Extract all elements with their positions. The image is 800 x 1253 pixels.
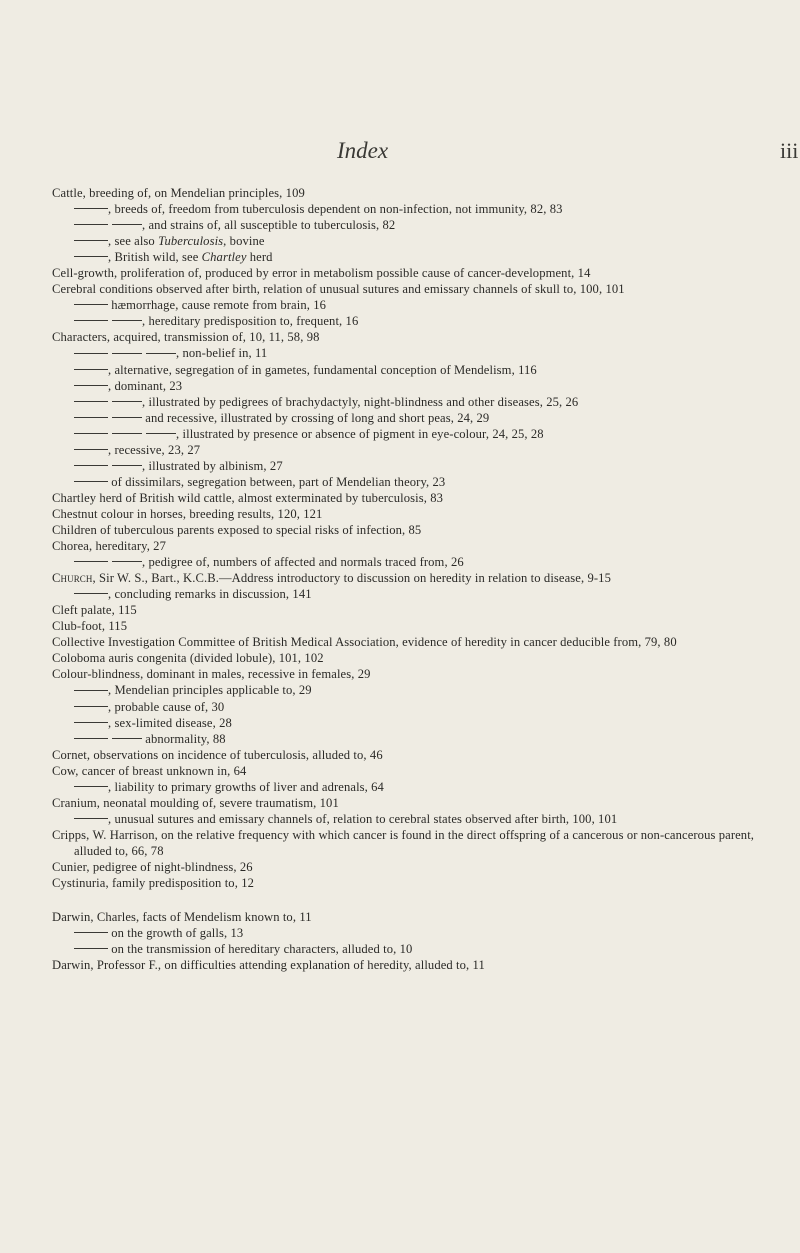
ditto-dash: [112, 224, 142, 225]
ditto-dash: [74, 449, 108, 450]
entry-italic: Chartley: [201, 250, 247, 265]
index-entry: [52, 522, 787, 538]
index-entry: [52, 410, 787, 426]
ditto-dash: [74, 385, 108, 386]
index-entry: [52, 666, 787, 682]
ditto-dash: [112, 465, 142, 466]
entry-text: , see also: [108, 234, 159, 249]
index-entry: [52, 875, 787, 891]
entry-text: Darwin, Professor F., on difficulties attending explanation of heredity, alluded to, 11: [52, 958, 485, 973]
ditto-dash: [112, 561, 142, 562]
ditto-dash: [74, 786, 108, 787]
entry-text: Chestnut colour in horses, breeding results, 120, 121: [52, 506, 323, 521]
entry-text: Cranium, neonatal moulding of, severe traumatism, 101: [52, 795, 339, 810]
index-entry: [52, 458, 787, 474]
index-entry: [52, 378, 787, 394]
index-entry: [52, 795, 787, 811]
entry-text: on the transmission of hereditary characters, alluded to, 10: [108, 942, 413, 957]
entry-text: , recessive, 23, 27: [108, 442, 201, 457]
entry-text: , probable cause of, 30: [108, 699, 225, 714]
index-entry: [52, 941, 787, 957]
page-title: Index: [337, 138, 389, 163]
entry-text: Chartley herd of British wild cattle, almost exterminated by tuberculosis, 83: [52, 490, 444, 505]
ditto-dash: [74, 722, 108, 723]
index-entry: [52, 731, 787, 747]
ditto-dash: [112, 738, 142, 739]
index-entry: [52, 925, 787, 941]
entry-text: on the growth of galls, 13: [108, 926, 244, 941]
ditto-dash: [112, 417, 142, 418]
index-entry: [52, 426, 787, 442]
entry-text: Coloboma auris congenita (divided lobule), 101, 102: [52, 651, 324, 666]
entry-text: Cattle, breeding of, on Mendelian principles, 109: [52, 186, 305, 200]
index-entry: [52, 201, 787, 217]
index-entry: [52, 313, 787, 329]
index-entry: [52, 909, 787, 925]
entry-text: , illustrated by albinism, 27: [142, 458, 283, 473]
entry-text: , pedigree of, numbers of affected and normals traced from, 26: [142, 555, 464, 570]
ditto-dash: [74, 593, 108, 594]
index-entry: [52, 233, 787, 249]
entry-text: , alternative, segregation of in gametes, fundamental conception of Mendelism, 116: [108, 362, 537, 377]
entry-text: and recessive, illustrated by crossing of long and short peas, 24, 29: [142, 410, 490, 425]
entry-text: , hereditary predisposition to, frequent, 16: [142, 314, 359, 329]
index-entry: [52, 859, 787, 875]
index-entry: [52, 634, 787, 650]
ditto-dash: [74, 690, 108, 691]
ditto-dash: [74, 465, 108, 466]
entry-text: , Mendelian principles applicable to, 29: [108, 683, 312, 698]
entry-text: Cerebral conditions observed after birth, relation of unusual sutures and emissary channels of skull to, 100, 101: [52, 282, 625, 297]
index-entry: [52, 185, 787, 201]
index-entry: [52, 827, 787, 859]
index-entry: [52, 265, 787, 281]
ditto-dash: [74, 304, 108, 305]
entry-text: abnormality, 88: [142, 731, 226, 746]
entry-text: Children of tuberculous parents exposed to special risks of infection, 85: [52, 522, 422, 537]
ditto-dash: [74, 240, 108, 241]
entry-heading: Church: [52, 571, 93, 586]
index-entry: [52, 474, 787, 490]
entry-text: Cleft palate, 115: [52, 603, 137, 618]
ditto-dash: [146, 433, 176, 434]
ditto-dash: [112, 320, 142, 321]
ditto-dash: [74, 738, 108, 739]
ditto-dash: [74, 948, 108, 949]
ditto-dash: [146, 353, 176, 354]
ditto-dash: [74, 353, 108, 354]
entry-text: Characters, acquired, transmission of, 10, 11, 58, 98: [52, 330, 320, 345]
entry-text: of dissimilars, segregation between, part of Mendelian theory, 23: [108, 474, 446, 489]
ditto-dash: [74, 224, 108, 225]
ditto-dash: [112, 353, 142, 354]
ditto-dash: [74, 818, 108, 819]
index-entry: [52, 763, 787, 779]
entry-text: Cornet, observations on incidence of tuberculosis, alluded to, 46: [52, 747, 383, 762]
index-entry: [52, 362, 787, 378]
entry-text: Cunier, pedigree of night-blindness, 26: [52, 859, 253, 874]
page-header: [0, 138, 800, 168]
index-entry: [52, 650, 787, 666]
index-entry: [52, 747, 787, 763]
ditto-dash: [74, 320, 108, 321]
entry-text: Cripps, W. Harrison, on the relative frequency with which cancer is found in the direct offspring of a cancerous or non-cancerous parent, alluded to, 66, 78: [52, 827, 755, 858]
entry-text: Cystinuria, family predisposition to, 12: [52, 876, 254, 891]
index-entry: [52, 297, 787, 313]
entry-text: , dominant, 23: [108, 378, 183, 393]
entry-text: , Sir W. S., Bart., K.C.B.—Address introductory to discussion on heredity in relation to disease, 9-15: [92, 571, 611, 586]
index-entry: [52, 345, 787, 361]
entry-text: , sex-limited disease, 28: [108, 715, 232, 730]
entry-text: , illustrated by presence or absence of pigment in eye-colour, 24, 25, 28: [176, 426, 544, 441]
entry-italic: Tuberculosis: [158, 234, 224, 249]
entry-text: Cell-growth, proliferation of, produced by error in metabolism possible cause of cancer-development, 14: [52, 266, 591, 281]
index-entry: [52, 699, 787, 715]
index-entry: [52, 554, 787, 570]
entry-text: Darwin, Charles, facts of Mendelism known to, 11: [52, 910, 312, 925]
entry-text: , liability to primary growths of liver and adrenals, 64: [108, 779, 384, 794]
ditto-dash: [112, 433, 142, 434]
ditto-dash: [74, 433, 108, 434]
entry-text: , illustrated by pedigrees of brachydactyly, night-blindness and other diseases, 25, 26: [142, 394, 579, 409]
entry-text: , concluding remarks in discussion, 141: [108, 587, 312, 602]
index-entries: [52, 185, 787, 973]
index-entry: [52, 957, 787, 973]
entry-text: , non-belief in, 11: [176, 346, 268, 361]
index-entry: [52, 602, 787, 618]
entry-text: Collective Investigation Committee of British Medical Association, evidence of heredity in cancer deducible from, 79, 80: [52, 635, 677, 650]
entry-text-after: , bovine: [223, 234, 265, 249]
entry-text: hæmorrhage, cause remote from brain, 16: [108, 298, 327, 313]
index-entry: [52, 570, 787, 586]
entry-text-after: herd: [246, 250, 273, 265]
entry-text: Cow, cancer of breast unknown in, 64: [52, 763, 247, 778]
entry-text: Colour-blindness, dominant in males, recessive in females, 29: [52, 667, 371, 682]
ditto-dash: [74, 369, 108, 370]
ditto-dash: [74, 417, 108, 418]
index-entry: [52, 506, 787, 522]
ditto-dash: [74, 561, 108, 562]
ditto-dash: [74, 706, 108, 707]
index-entry: [52, 490, 787, 506]
index-entry: [52, 682, 787, 698]
index-entry: [52, 442, 787, 458]
ditto-dash: [74, 256, 108, 257]
index-entry: [52, 715, 787, 731]
index-entry: [52, 394, 787, 410]
ditto-dash: [74, 932, 108, 933]
entry-text: , British wild, see: [108, 250, 202, 265]
index-entry: [52, 618, 787, 634]
entry-text: , unusual sutures and emissary channels of, relation to cerebral states observed after birth, 100, 101: [108, 811, 618, 826]
index-entry: [52, 281, 787, 297]
index-entry: [52, 329, 787, 345]
index-entry: [52, 538, 787, 554]
ditto-dash: [74, 481, 108, 482]
ditto-dash: [112, 401, 142, 402]
index-entry: [52, 779, 787, 795]
entry-text: Chorea, hereditary, 27: [52, 539, 166, 554]
entry-text: , and strains of, all susceptible to tuberculosis, 82: [142, 218, 396, 233]
ditto-dash: [74, 401, 108, 402]
index-entry: [52, 249, 787, 265]
entry-text: Club-foot, 115: [52, 619, 128, 634]
index-entry: [52, 811, 787, 827]
entry-text: , breeds of, freedom from tuberculosis dependent on non-infection, not immunity, 82, 83: [108, 202, 563, 217]
ditto-dash: [74, 208, 108, 209]
index-entry: [52, 217, 787, 233]
index-entry: [52, 586, 787, 602]
page-number: iii: [780, 138, 799, 163]
